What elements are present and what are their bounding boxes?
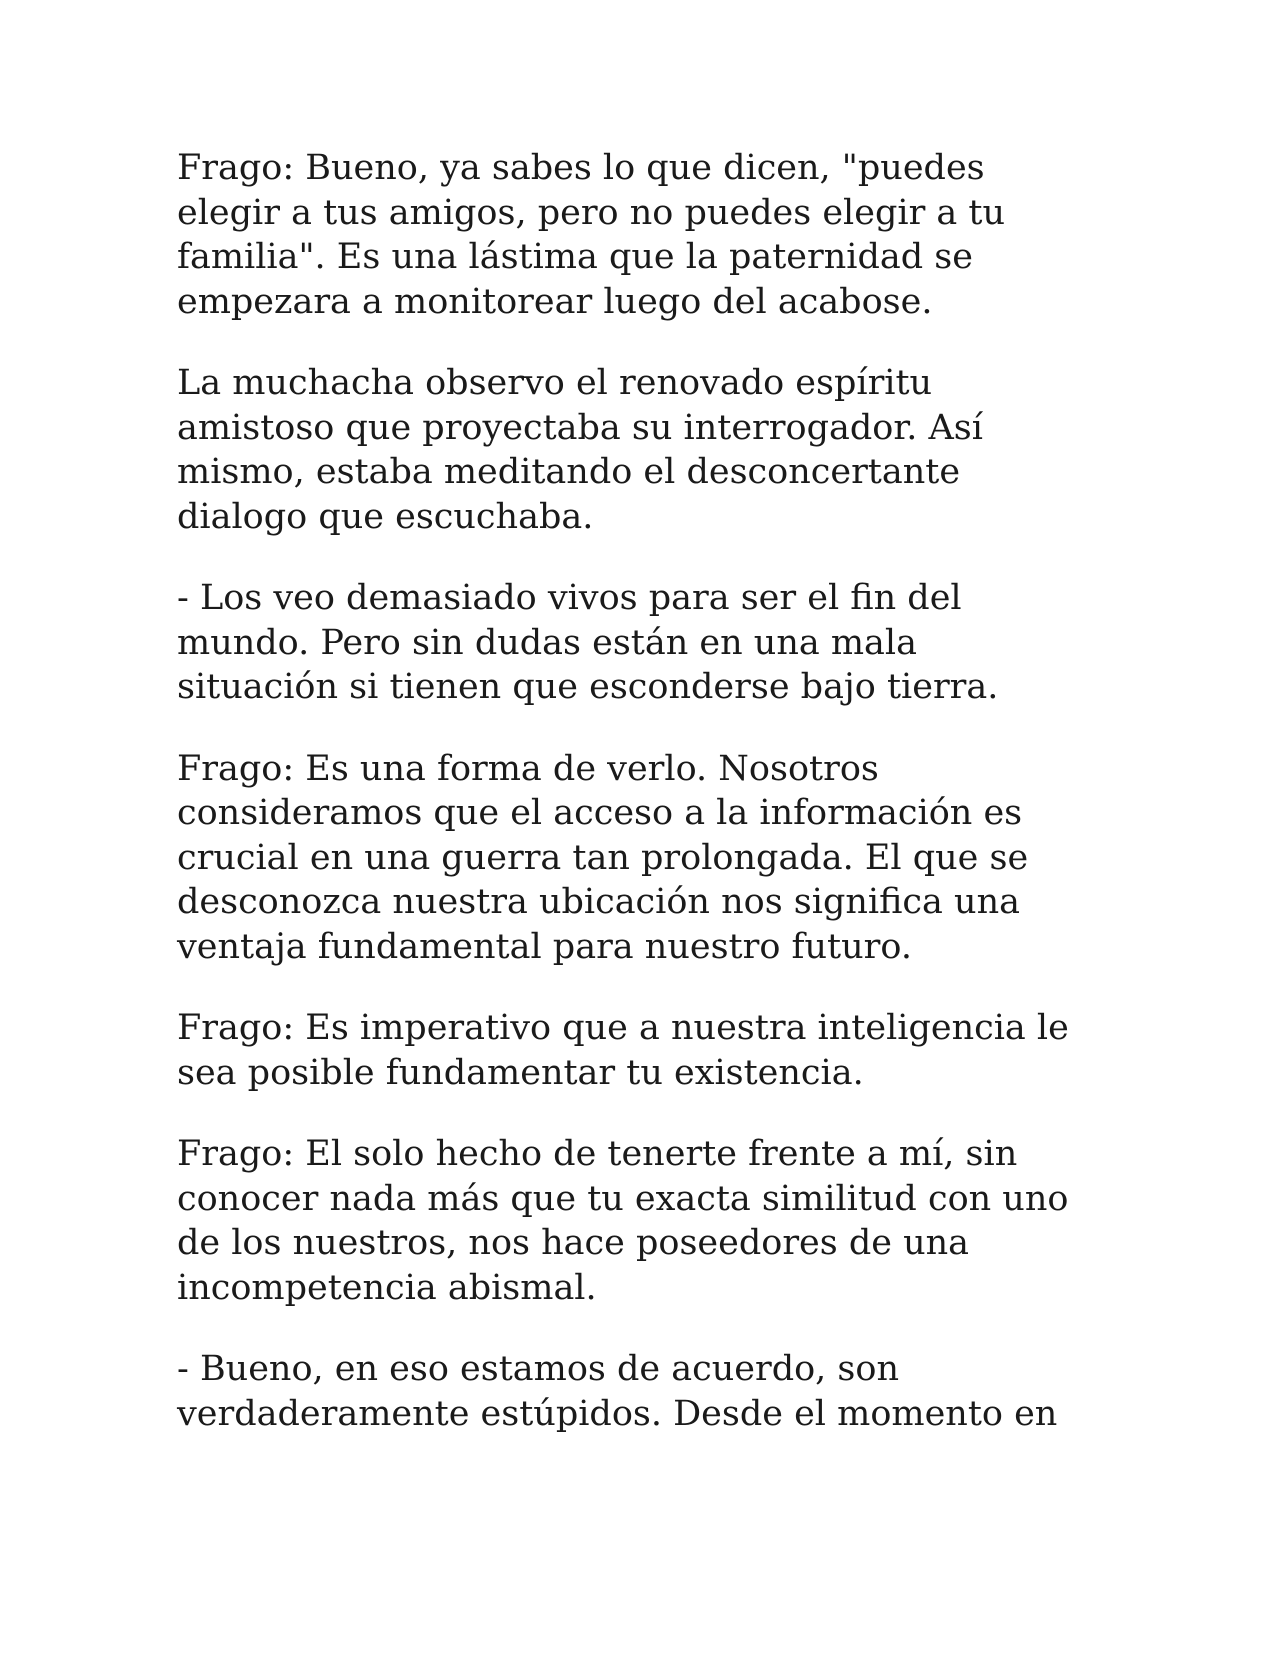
text-line: Frago: El solo hecho de tenerte frente a mí, sin bbox=[177, 1134, 1018, 1174]
paragraph-2 bbox=[177, 361, 1137, 539]
text-line: desconozca nuestra ubicación nos significa una bbox=[177, 882, 1020, 922]
text-line: familia". Es una lástima que la paternidad se bbox=[177, 237, 973, 277]
text-line: verdaderamente estúpidos. Desde el momento en bbox=[177, 1393, 1058, 1434]
text-line: Frago: Es imperativo que a nuestra inteligencia le bbox=[177, 1008, 1069, 1048]
text-line: mundo. Pero sin dudas están en una mala bbox=[177, 622, 917, 663]
text-line: de los nuestros, nos hace poseedores de una bbox=[177, 1223, 970, 1263]
paragraph-6 bbox=[177, 1132, 1137, 1310]
text-line: consideramos que el acceso a la información es bbox=[177, 793, 1023, 833]
text-line: ventaja fundamental para nuestro futuro. bbox=[177, 926, 912, 967]
text-line: situación si tienen que esconderse bajo tierra. bbox=[177, 667, 999, 707]
text-line: dialogo que escuchaba. bbox=[177, 496, 594, 537]
text-line: Frago: Bueno, ya sabes lo que dicen, "puedes bbox=[177, 148, 985, 188]
text-line: incompetencia abismal. bbox=[177, 1267, 597, 1308]
text-line: conocer nada más que tu exacta similitud con uno bbox=[177, 1178, 1069, 1219]
text-line: - Los veo demasiado vivos para ser el fin del bbox=[177, 578, 962, 618]
text-line: sea posible fundamentar tu existencia. bbox=[177, 1052, 864, 1093]
paragraph-1 bbox=[177, 146, 1137, 324]
text-line: mismo, estaba meditando el desconcertante bbox=[177, 452, 961, 492]
body-text bbox=[177, 146, 1137, 1473]
paragraph-3 bbox=[177, 576, 1137, 710]
text-line: Frago: Es una forma de verlo. Nosotros bbox=[177, 748, 879, 789]
text-line: empezara a monitorear luego del acabose. bbox=[177, 281, 933, 322]
paragraph-5 bbox=[177, 1006, 1137, 1095]
text-line: crucial en una guerra tan prolongada. El que se bbox=[177, 837, 1029, 878]
text-line: elegir a tus amigos, pero no puedes elegir a tu bbox=[177, 192, 1006, 233]
paragraph-4 bbox=[177, 747, 1137, 970]
text-line: - Bueno, en eso estamos de acuerdo, son bbox=[177, 1349, 899, 1389]
text-line: La muchacha observo el renovado espíritu bbox=[177, 363, 933, 403]
text-line: amistoso que proyectaba su interrogador. Así bbox=[177, 407, 983, 448]
paragraph-7 bbox=[177, 1347, 1137, 1436]
